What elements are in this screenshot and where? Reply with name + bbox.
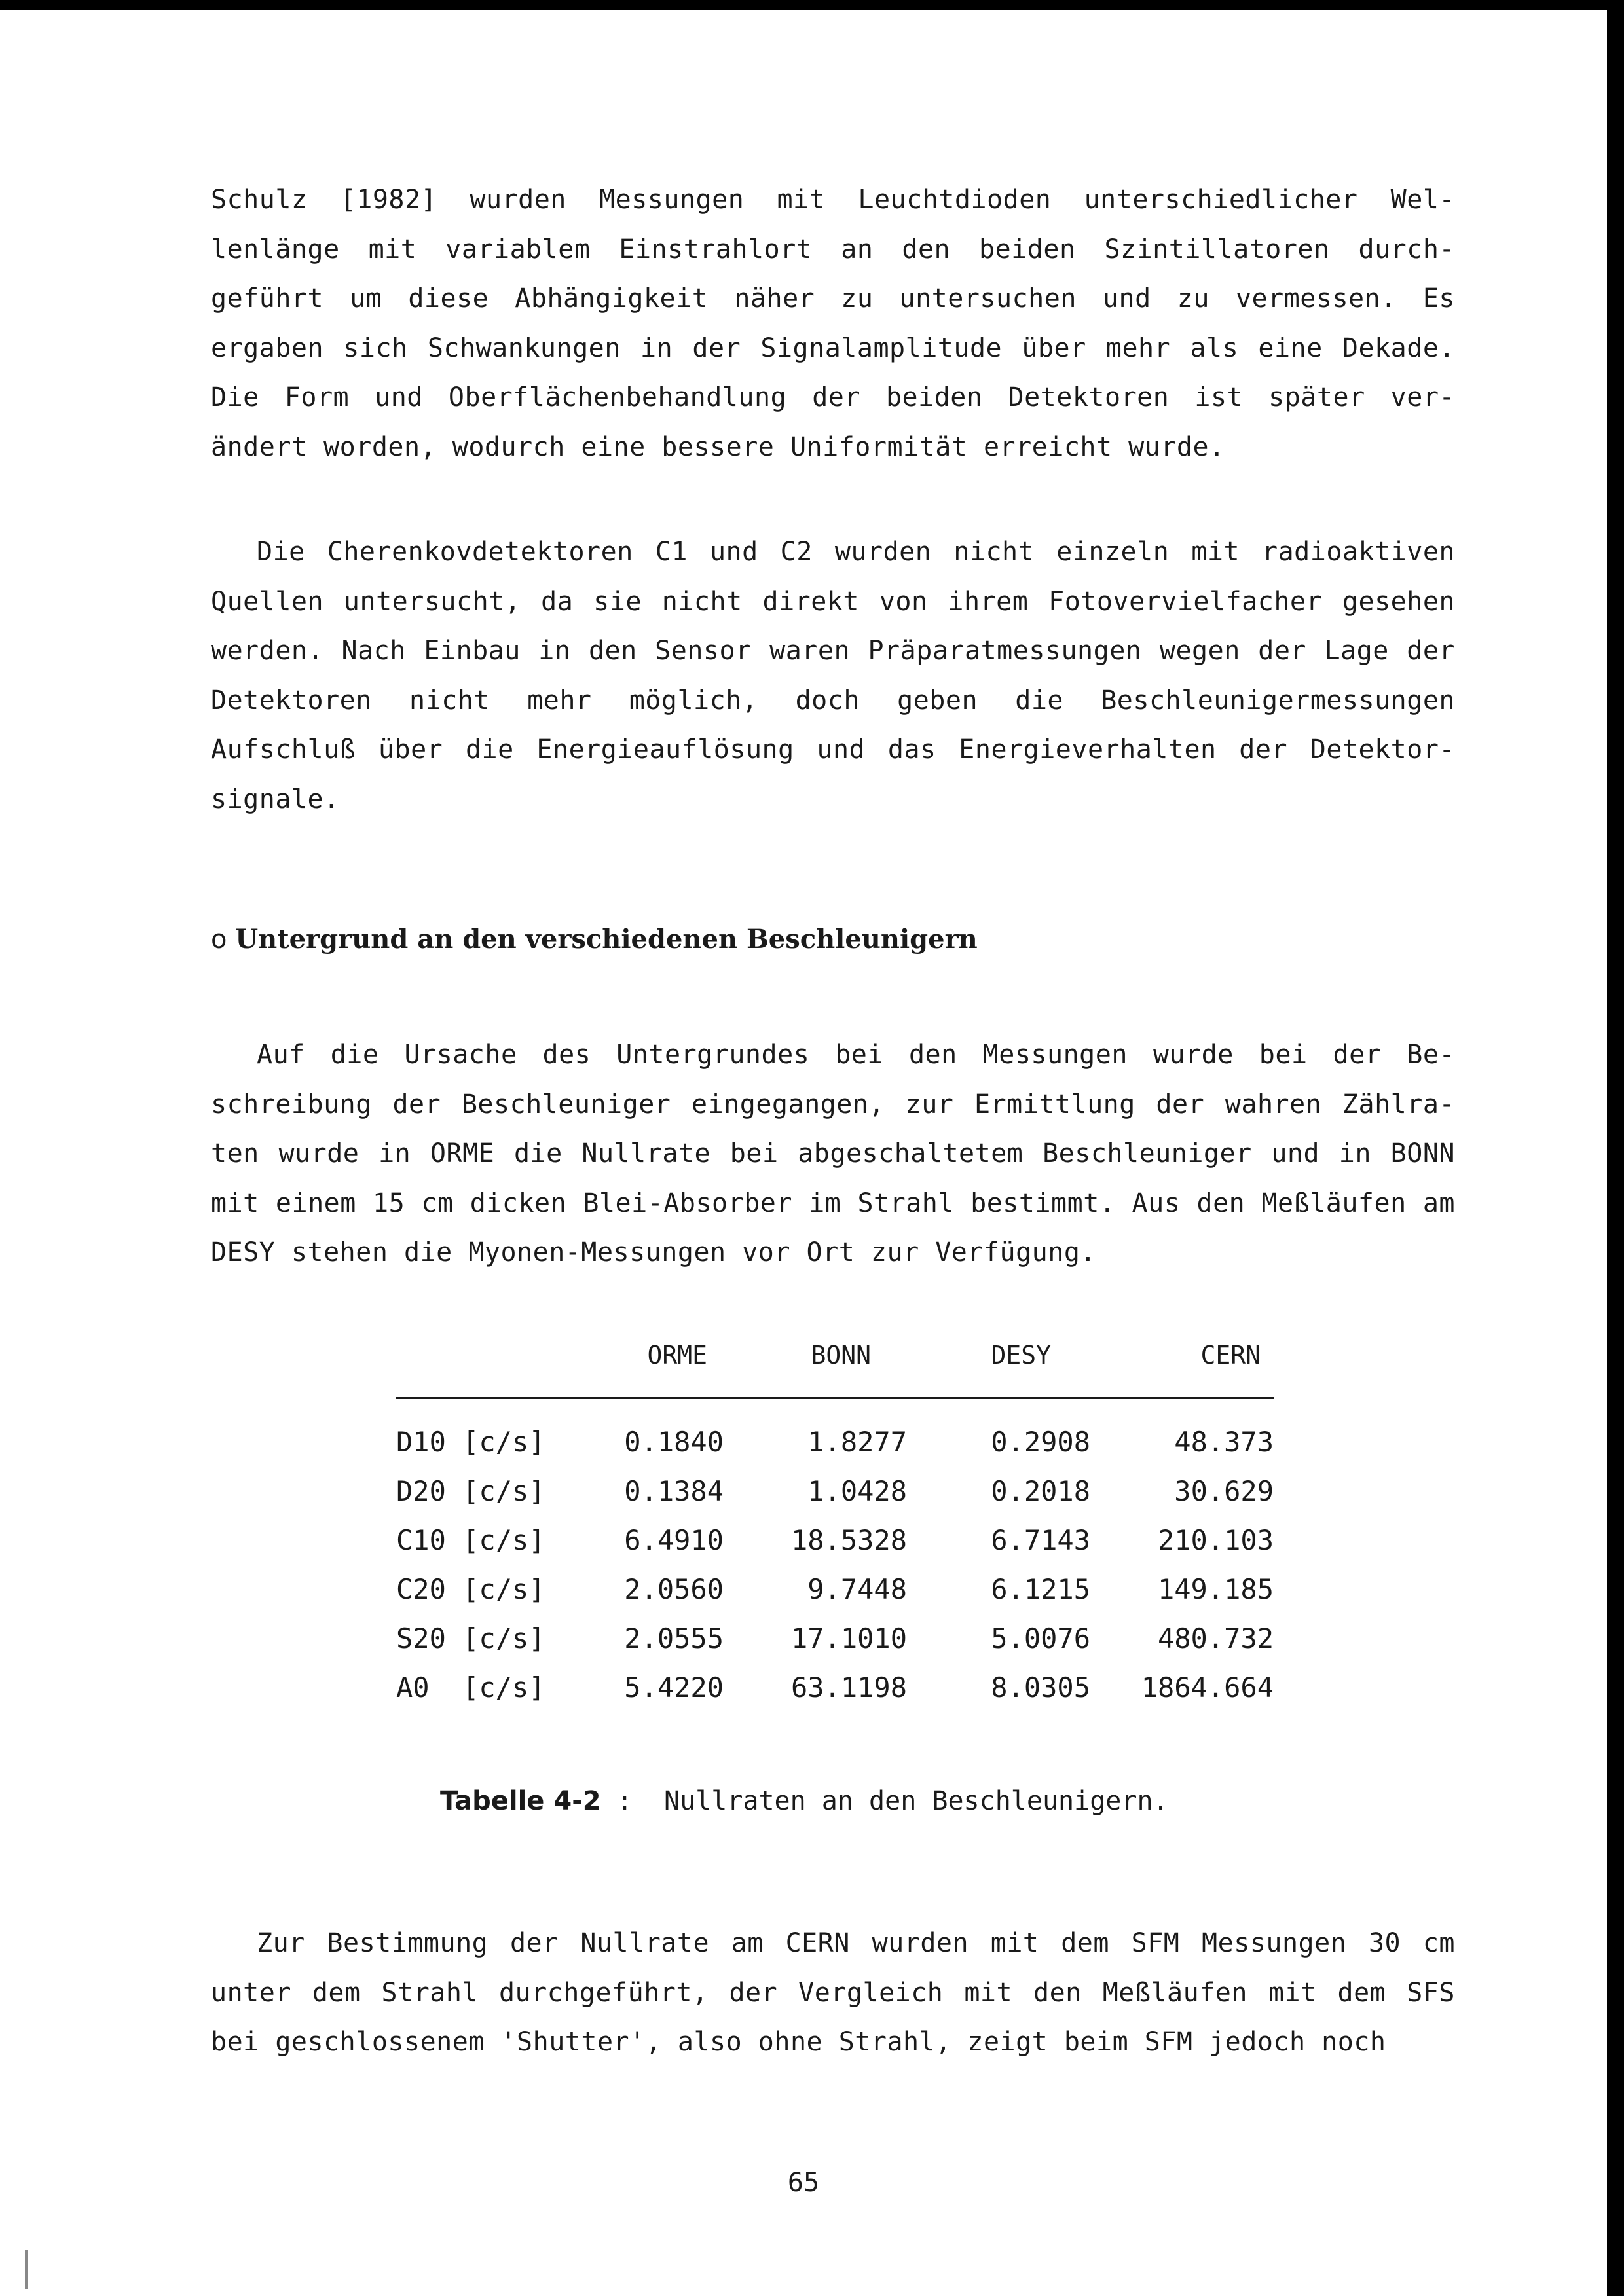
- cell-cern: 149.185: [1157, 1573, 1274, 1605]
- row-label: C10 [c/s]: [396, 1524, 545, 1556]
- row-label: S20 [c/s]: [396, 1622, 545, 1654]
- table-row: [396, 1467, 1274, 1516]
- paragraph-cern-text: Zur Bestimmung der Nullrate am CERN wurden mit dem SFM Messungen 30 cm unter dem Strahl durchgeführt, der Vergleich mit den Meßläufen mit dem SFS bei geschlossenem 'Shutter', also ohne Strahl, zeigt beim SFM jedoch noch: [211, 1928, 1455, 2057]
- scan-artifact: [25, 2250, 28, 2289]
- row-label: D10 [c/s]: [396, 1426, 545, 1458]
- cell-desy: 6.7143: [991, 1524, 1090, 1556]
- table-row: [396, 1614, 1274, 1663]
- cell-orme: 0.1840: [624, 1426, 724, 1458]
- cell-desy: 5.0076: [991, 1622, 1090, 1654]
- table-header-row: [396, 1339, 1274, 1398]
- caption-label: Tabelle 4-2: [440, 1786, 601, 1816]
- cell-desy: 0.2018: [991, 1475, 1090, 1507]
- table-rule: [396, 1398, 1274, 1418]
- table-row: [396, 1565, 1274, 1614]
- row-label: C20 [c/s]: [396, 1573, 545, 1605]
- paragraph-cherenkov: [211, 528, 1455, 824]
- cell-cern: 210.103: [1157, 1524, 1274, 1556]
- table-corner: [396, 1339, 586, 1398]
- cell-orme: 2.0555: [624, 1622, 724, 1654]
- column-header-cern: CERN: [1200, 1341, 1261, 1370]
- cell-cern: 30.629: [1174, 1475, 1274, 1507]
- cell-orme: 0.1384: [624, 1475, 724, 1507]
- cell-orme: 6.4910: [624, 1524, 724, 1556]
- paragraph-background: [211, 1030, 1455, 1278]
- paragraph-cherenkov-text: Die Cherenkovdetektoren C1 und C2 wurden nicht einzeln mit radioaktiven Quellen untersucht, da sie nicht direkt von ihrem Fotovervielfacher gesehen werden. Nach Einbau in den Sensor waren Präparatmessungen wegen der Lage der Detektoren nicht mehr möglich, doch geben die Beschleunigermessungen Aufschluß über die Energieauflösung und das Energieverhalten der Detektor-signale.: [211, 537, 1455, 814]
- cell-orme: 5.4220: [624, 1671, 724, 1704]
- section-heading: [211, 924, 978, 955]
- table-caption: [440, 1786, 1169, 1816]
- heading-bullet: o: [211, 924, 227, 955]
- paragraph-cern: [211, 1919, 1455, 2068]
- cell-cern: 1864.664: [1141, 1671, 1274, 1704]
- cell-desy: 8.0305: [991, 1671, 1090, 1704]
- cell-bonn: 18.5328: [790, 1524, 907, 1556]
- cell-desy: 6.1215: [991, 1573, 1090, 1605]
- cell-cern: 48.373: [1174, 1426, 1274, 1458]
- cell-bonn: 1.0428: [807, 1475, 907, 1507]
- paragraph-background-text: Auf die Ursache des Untergrundes bei den Messungen wurde bei der Be-schreibung der Beschleuniger eingegangen, zur Ermittlung der wahren Zählra-ten wurde in ORME die Nullrate bei abgeschaltetem Beschleuniger und in BONN mit einem 15 cm dicken Blei-Absorber im Strahl bestimmt. Aus den Meßläufen am DESY stehen die Myonen-Messungen vor Ort zur Verfügung.: [211, 1040, 1455, 1267]
- cell-bonn: 1.8277: [807, 1426, 907, 1458]
- heading-title: Untergrund an den verschiedenen Beschleunigern: [235, 924, 978, 955]
- caption-text: Nullraten an den Beschleunigern.: [663, 1786, 1169, 1816]
- paragraph-uniformity: Schulz [1982] wurden Messungen mit Leuchtdioden unterschiedlicher Wel-lenlänge mit variablem Einstrahlort an den beiden Szintillatoren durch-geführt um diese Abhängigkeit näher zu untersuchen und zu vermessen. Es ergaben sich Schwankungen in der Signalamplitude über mehr als eine Dekade. Die Form und Oberflächenbehandlung der beiden Detektoren ist später ver-ändert worden, wodurch eine bessere Uniformität erreicht wurde.: [211, 185, 1455, 462]
- background-rates-table: [396, 1339, 1274, 1712]
- document-page: [0, 10, 1607, 2296]
- column-header-bonn: BONN: [811, 1341, 871, 1370]
- row-label: D20 [c/s]: [396, 1475, 545, 1507]
- cell-bonn: 9.7448: [807, 1573, 907, 1605]
- cell-cern: 480.732: [1157, 1622, 1274, 1654]
- cell-desy: 0.2908: [991, 1426, 1090, 1458]
- cell-bonn: 63.1198: [790, 1671, 907, 1704]
- table-row: [396, 1663, 1274, 1712]
- table-row: [396, 1516, 1274, 1565]
- column-header-orme: ORME: [647, 1341, 707, 1370]
- cell-orme: 2.0560: [624, 1573, 724, 1605]
- caption-separator: :: [616, 1786, 633, 1816]
- row-label: A0 [c/s]: [396, 1671, 545, 1704]
- page-number: 65: [787, 2168, 820, 2198]
- column-header-desy: DESY: [991, 1341, 1051, 1370]
- cell-bonn: 17.1010: [790, 1622, 907, 1654]
- table-row: [396, 1417, 1274, 1467]
